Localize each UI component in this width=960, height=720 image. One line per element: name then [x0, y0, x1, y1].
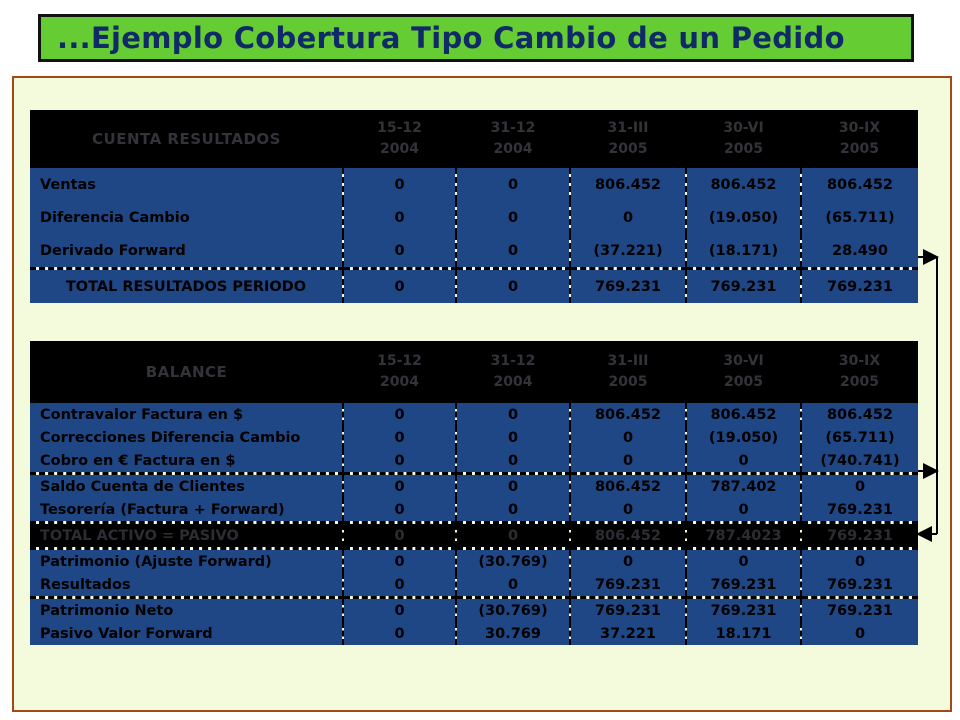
cell: 0	[343, 269, 456, 304]
cell: 0	[570, 201, 686, 234]
cr-header-period: 31-III 2005	[570, 110, 686, 168]
cell: 806.452	[801, 403, 918, 426]
cell: 806.452	[686, 403, 801, 426]
cell: 769.231	[686, 598, 801, 623]
cell: 806.452	[570, 474, 686, 499]
cr-header-period: 15-12 2004	[343, 110, 456, 168]
cr-header-period: 30-VI 2005	[686, 110, 801, 168]
balance-header-period: 15-12 2004	[343, 341, 456, 403]
cell: 769.231	[570, 598, 686, 623]
cell: 769.231	[801, 598, 918, 623]
cell: 769.231	[801, 269, 918, 304]
cell: 0	[801, 622, 918, 645]
row-label: Cobro en € Factura en $	[30, 449, 343, 474]
cell: (19.050)	[686, 426, 801, 449]
cell: 0	[343, 598, 456, 623]
balance-header-period: 31-12 2004	[456, 341, 570, 403]
cell: 0	[343, 426, 456, 449]
cell: 0	[343, 549, 456, 574]
cell: 0	[456, 403, 570, 426]
cell: 0	[343, 168, 456, 201]
cell: 0	[456, 523, 570, 549]
row-label: Diferencia Cambio	[30, 201, 343, 234]
cell: 0	[343, 234, 456, 269]
cell: 0	[456, 573, 570, 598]
cell: 0	[456, 201, 570, 234]
cell: 18.171	[686, 622, 801, 645]
cell: 0	[801, 474, 918, 499]
cell: 0	[456, 449, 570, 474]
cell: 0	[343, 498, 456, 523]
cell: 0	[343, 201, 456, 234]
cell: (740.741)	[801, 449, 918, 474]
cr-header-period: 31-12 2004	[456, 110, 570, 168]
cell: 0	[456, 168, 570, 201]
cell: (65.711)	[801, 426, 918, 449]
cell: 0	[570, 449, 686, 474]
cell: 0	[343, 523, 456, 549]
cell: 30.769	[456, 622, 570, 645]
cell: 28.490	[801, 234, 918, 269]
row-label: Saldo Cuenta de Clientes	[30, 474, 343, 499]
cell: 787.402	[686, 474, 801, 499]
cell: 0	[343, 622, 456, 645]
balance-header-period: 31-III 2005	[570, 341, 686, 403]
cell: 0	[456, 474, 570, 499]
cell: 0	[456, 234, 570, 269]
cell: (18.171)	[686, 234, 801, 269]
cr-header-period: 30-IX 2005	[801, 110, 918, 168]
row-label: Tesorería (Factura + Forward)	[30, 498, 343, 523]
cell: 0	[570, 549, 686, 574]
cell: 0	[570, 498, 686, 523]
row-label: TOTAL ACTIVO = PASIVO	[30, 523, 343, 549]
cell: 769.231	[801, 573, 918, 598]
cell: 0	[343, 573, 456, 598]
cell: 0	[570, 426, 686, 449]
cell: 0	[686, 449, 801, 474]
cell: 769.231	[801, 523, 918, 549]
row-label: Patrimonio Neto	[30, 598, 343, 623]
balance-header-period: 30-VI 2005	[686, 341, 801, 403]
cell: 806.452	[570, 403, 686, 426]
cell: 769.231	[686, 269, 801, 304]
cell: 806.452	[801, 168, 918, 201]
cell: 806.452	[686, 168, 801, 201]
cell: 37.221	[570, 622, 686, 645]
cell: 0	[343, 449, 456, 474]
cell: 0	[456, 426, 570, 449]
cell: 0	[456, 498, 570, 523]
balance-header-period: 30-IX 2005	[801, 341, 918, 403]
cell: 769.231	[570, 269, 686, 304]
cell: 769.231	[570, 573, 686, 598]
cell: 806.452	[570, 168, 686, 201]
cell: 769.231	[801, 498, 918, 523]
row-label: Derivado Forward	[30, 234, 343, 269]
cell: 0	[343, 474, 456, 499]
cell: 0	[686, 549, 801, 574]
cell: 806.452	[570, 523, 686, 549]
row-label: Contravalor Factura en $	[30, 403, 343, 426]
row-label: TOTAL RESULTADOS PERIODO	[30, 269, 343, 304]
cell: 769.231	[686, 573, 801, 598]
row-label: Resultados	[30, 573, 343, 598]
cell: (65.711)	[801, 201, 918, 234]
cell: (37.221)	[570, 234, 686, 269]
balance-header-name: BALANCE	[30, 341, 343, 403]
row-label: Patrimonio (Ajuste Forward)	[30, 549, 343, 574]
page-title: ...Ejemplo Cobertura Tipo Cambio de un Pedido	[57, 21, 845, 55]
cell: 0	[343, 403, 456, 426]
cell: 0	[801, 549, 918, 574]
cr-header-name: CUENTA RESULTADOS	[30, 110, 343, 168]
cell: 0	[686, 498, 801, 523]
row-label: Correcciones Diferencia Cambio	[30, 426, 343, 449]
cell: (19.050)	[686, 201, 801, 234]
cell: (30.769)	[456, 549, 570, 574]
cell: 0	[456, 269, 570, 304]
cell: (30.769)	[456, 598, 570, 623]
row-label: Ventas	[30, 168, 343, 201]
row-label: Pasivo Valor Forward	[30, 622, 343, 645]
cell: 787.4023	[686, 523, 801, 549]
